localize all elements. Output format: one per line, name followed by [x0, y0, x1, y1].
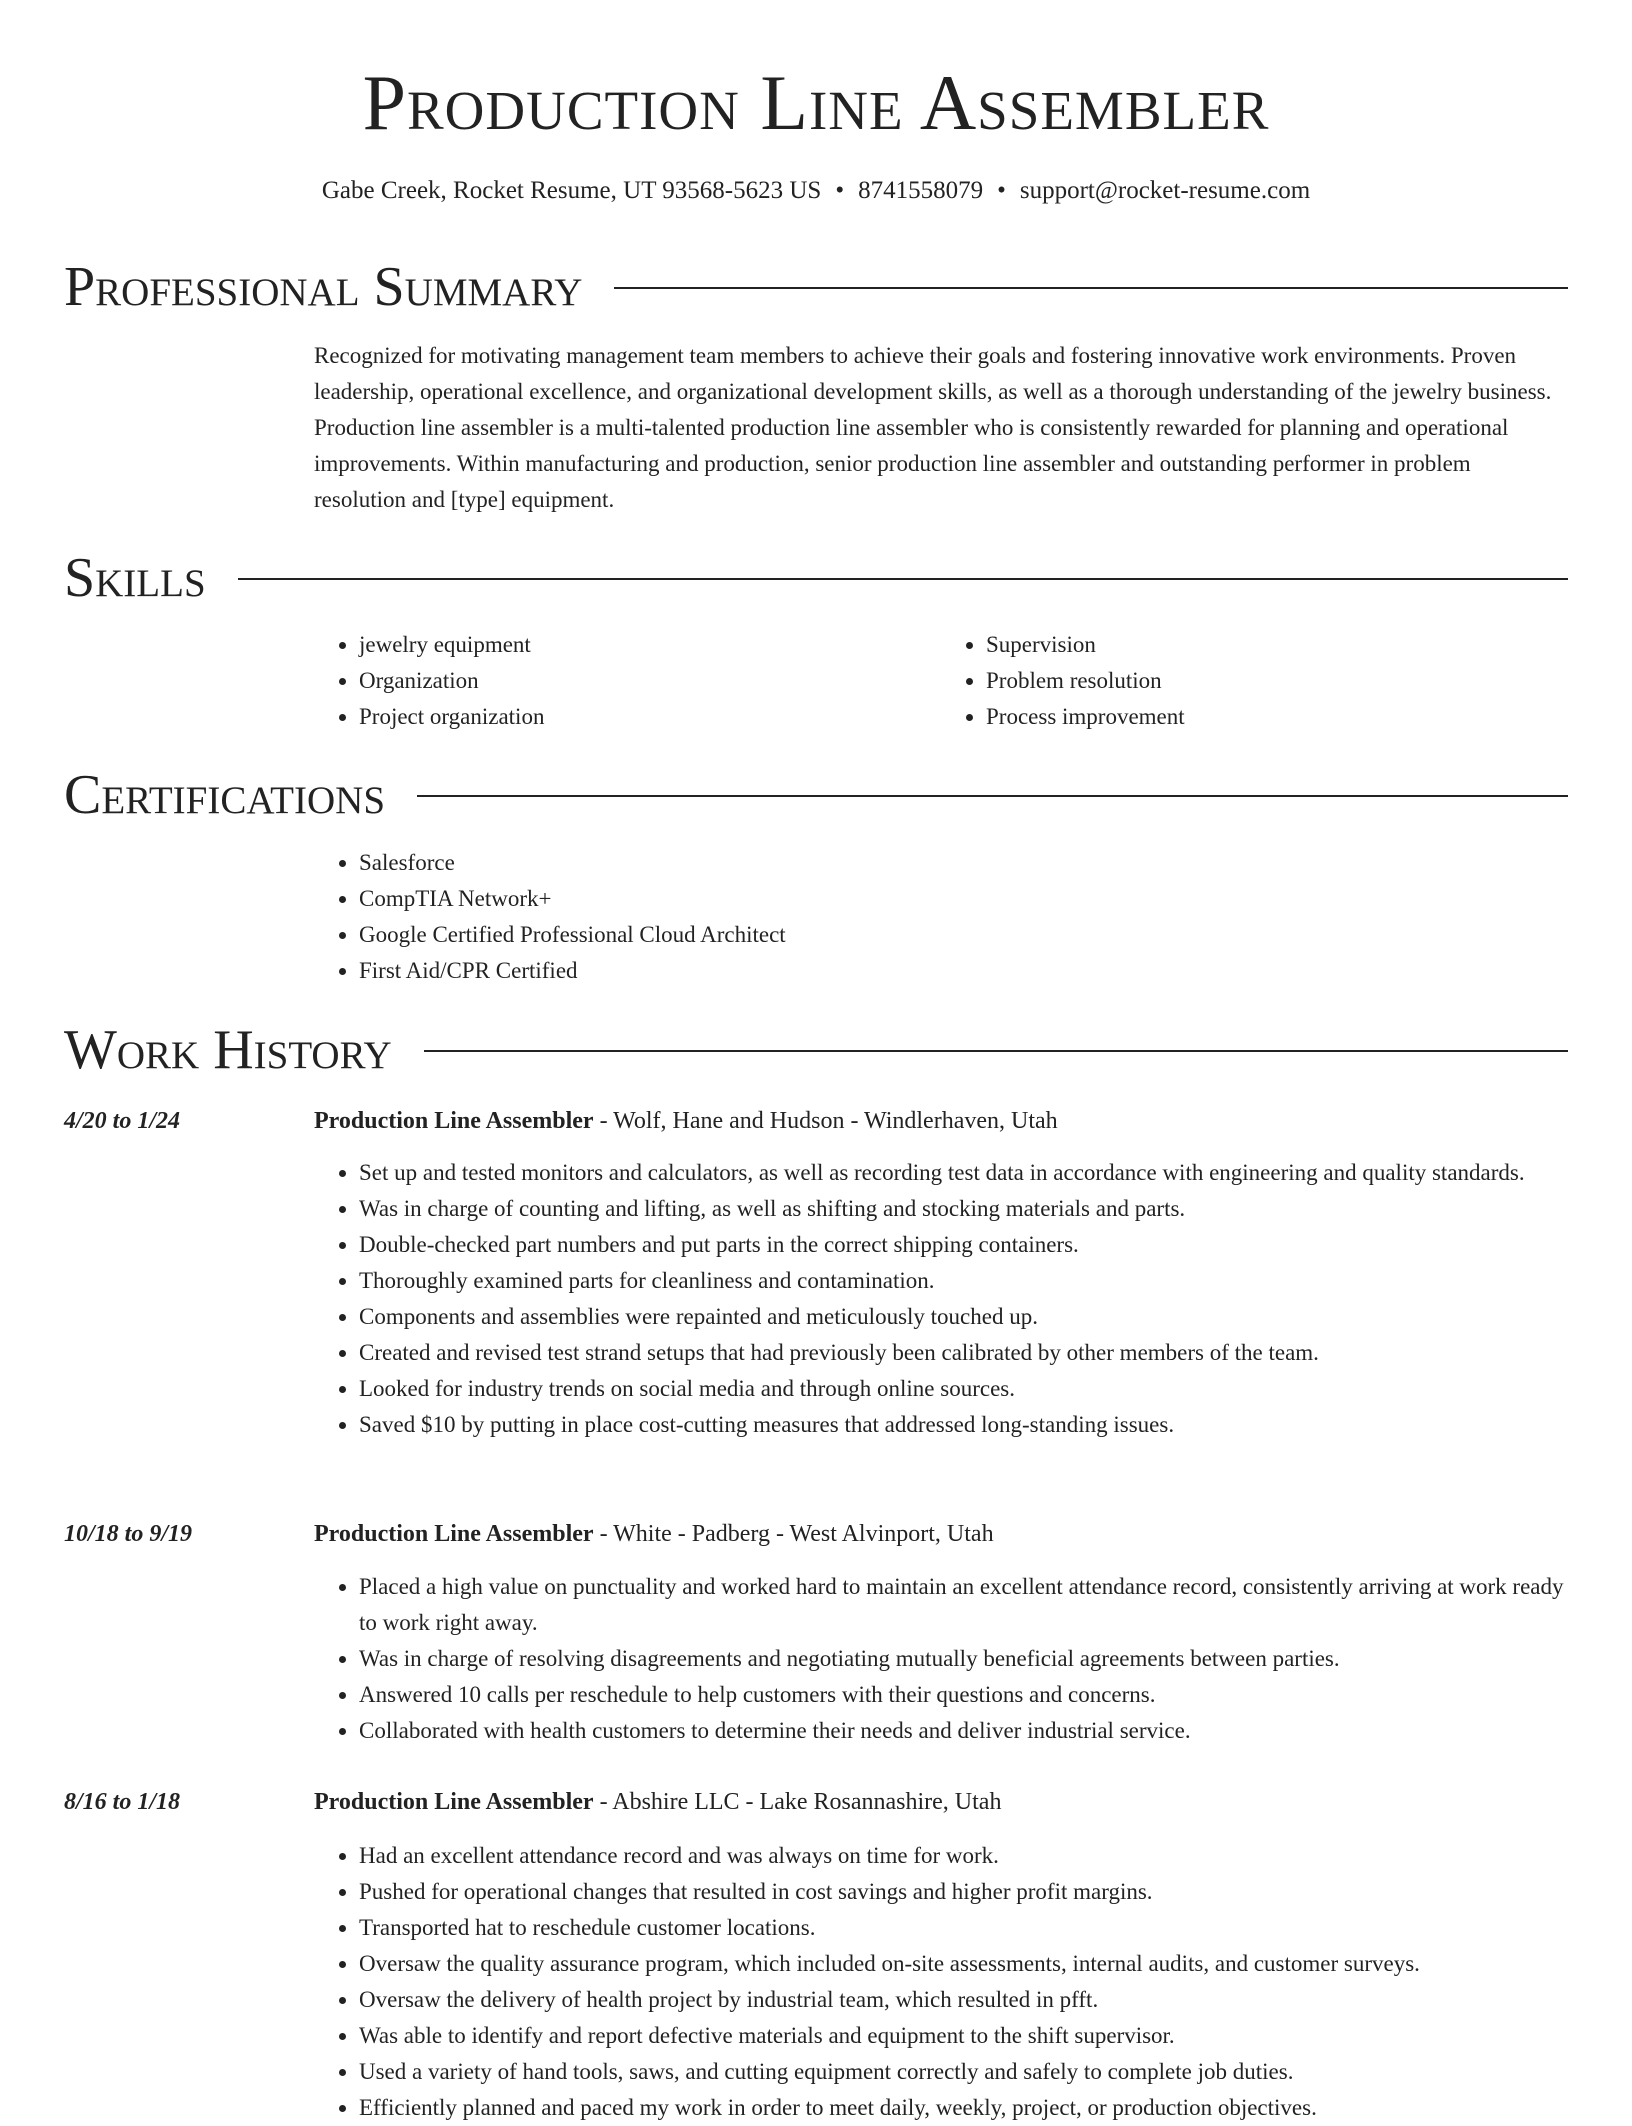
contact-phone: 8741558079 — [858, 177, 984, 204]
section-divider — [424, 1050, 1568, 1052]
certification-item: • Google Certified Professional Cloud Architect — [359, 917, 1568, 953]
job-bullet: • Efficiently planned and paced my work in order to meet daily, weekly, project, or production objectives. — [359, 2090, 1568, 2126]
job-heading — [314, 1516, 1568, 1552]
skill-item: • Organization — [359, 663, 941, 699]
resume-name: Production Line Assembler — [362, 59, 1270, 146]
section-title-certifications: Certifications — [64, 764, 386, 826]
certifications-block — [314, 845, 1568, 989]
job-bullet: • Was able to identify and report defective materials and equipment to the shift supervisor. — [359, 2018, 1568, 2054]
skill-item: • Project organization — [359, 699, 941, 735]
certification-item: • Salesforce — [359, 845, 1568, 881]
contact-separator: • — [835, 177, 845, 204]
certifications-list — [314, 845, 1568, 989]
job-bullet: • Created and revised test strand setups that had previously been calibrated by other members of the team. — [359, 1335, 1568, 1371]
job-title: Production Line Assembler — [314, 1521, 594, 1547]
job-bullet: • Saved $10 by putting in place cost-cutting measures that addressed long-standing issues. — [359, 1407, 1568, 1443]
job-bullet: • Pushed for operational changes that resulted in cost savings and higher profit margins. — [359, 1874, 1568, 1910]
job-bullet: • Was in charge of counting and lifting, as well as shifting and stocking materials and parts. — [359, 1191, 1568, 1227]
job-bullet-list — [314, 1569, 1568, 1749]
section-header-work-history — [64, 1018, 1568, 1082]
job-bullets-block — [314, 1569, 1568, 1749]
job-bullets-block — [314, 1838, 1568, 2126]
certification-item: • CompTIA Network+ — [359, 881, 1568, 917]
job-bullet: • Thoroughly examined parts for cleanliness and contamination. — [359, 1263, 1568, 1299]
skill-item: • Process improvement — [986, 699, 1568, 735]
skills-block — [314, 627, 1568, 735]
job-bullet: • Set up and tested monitors and calculators, as well as recording test data in accordance with engineering and quality standards. — [359, 1155, 1568, 1191]
job-bullet: • Placed a high value on punctuality and worked hard to maintain an excellent attendance record, consistently arriving at work ready to work right away. — [359, 1569, 1568, 1641]
skills-list-left — [314, 627, 941, 735]
job-bullet: • Had an excellent attendance record and was always on time for work. — [359, 1838, 1568, 1874]
job-dates: 10/18 to 9/19 — [64, 1521, 193, 1547]
skill-item: • Supervision — [986, 627, 1568, 663]
contact-line — [0, 176, 1632, 206]
job-dates: 8/16 to 1/18 — [64, 1789, 181, 1815]
job-bullet: • Answered 10 calls per reschedule to help customers with their questions and concerns. — [359, 1677, 1568, 1713]
section-divider — [238, 578, 1568, 580]
job-heading — [314, 1784, 1568, 1820]
job-company: - Abshire LLC - Lake Rosannashire, Utah — [593, 1789, 1002, 1815]
section-title-work-history: Work History — [64, 1019, 392, 1081]
job-bullets-block — [314, 1155, 1568, 1443]
contact-email[interactable]: support@rocket-resume.com — [1019, 177, 1311, 204]
job-heading — [314, 1103, 1568, 1139]
job-bullet: • Collaborated with health customers to determine their needs and deliver industrial service. — [359, 1713, 1568, 1749]
job-bullet: • Oversaw the delivery of health project by industrial team, which resulted in pfft. — [359, 1982, 1568, 2018]
job-bullet: • Used a variety of hand tools, saws, and cutting equipment correctly and safely to complete job duties. — [359, 2054, 1568, 2090]
job-bullet-list — [314, 1838, 1568, 2126]
certification-item: • First Aid/CPR Certified — [359, 953, 1568, 989]
job-company: - White - Padberg - West Alvinport, Utah — [593, 1521, 994, 1547]
job-bullet: • Oversaw the quality assurance program, which included on-site assessments, internal audits, and customer surveys. — [359, 1946, 1568, 1982]
job-title: Production Line Assembler — [314, 1108, 594, 1134]
summary-text: Recognized for motivating management team members to achieve their goals and fostering innovative work environments. Proven leadership, operational excellence, and organizational development skills, as well as a thorough understanding of the jewelry business. Production line assembler is a multi-talented production line assembler who is consistently rewarded for planning and operational improvements. Within manufacturing and production, senior production line assembler and outstanding performer in problem resolution and [type] equipment. — [314, 343, 1552, 512]
job-dates: 4/20 to 1/24 — [64, 1108, 181, 1134]
section-title-skills: Skills — [64, 547, 206, 609]
contact-separator: • — [997, 177, 1006, 204]
job-bullet: • Components and assemblies were repainted and meticulously touched up. — [359, 1299, 1568, 1335]
job-bullet-list — [314, 1155, 1568, 1443]
job-bullet: • Looked for industry trends on social media and through online sources. — [359, 1371, 1568, 1407]
section-header-certifications — [64, 763, 1568, 827]
job-bullet: • Was in charge of resolving disagreements and negotiating mutually beneficial agreements between parties. — [359, 1641, 1568, 1677]
job-company: - Wolf, Hane and Hudson - Windlerhaven, Utah — [593, 1108, 1058, 1134]
skills-list-right — [941, 627, 1568, 735]
job-title: Production Line Assembler — [314, 1789, 594, 1815]
skill-item: • Problem resolution — [986, 663, 1568, 699]
contact-address: Gabe Creek, Rocket Resume, UT 93568-5623 US — [321, 177, 822, 204]
skill-item: • jewelry equipment — [359, 627, 941, 663]
section-title-summary: Professional Summary — [64, 256, 583, 318]
section-divider — [614, 287, 1568, 289]
section-header-summary — [64, 255, 1568, 319]
job-bullet: • Double-checked part numbers and put parts in the correct shipping containers. — [359, 1227, 1568, 1263]
summary-block — [314, 338, 1568, 518]
job-bullet: • Transported hat to reschedule customer locations. — [359, 1910, 1568, 1946]
section-divider — [417, 795, 1568, 797]
section-header-skills — [64, 546, 1568, 610]
